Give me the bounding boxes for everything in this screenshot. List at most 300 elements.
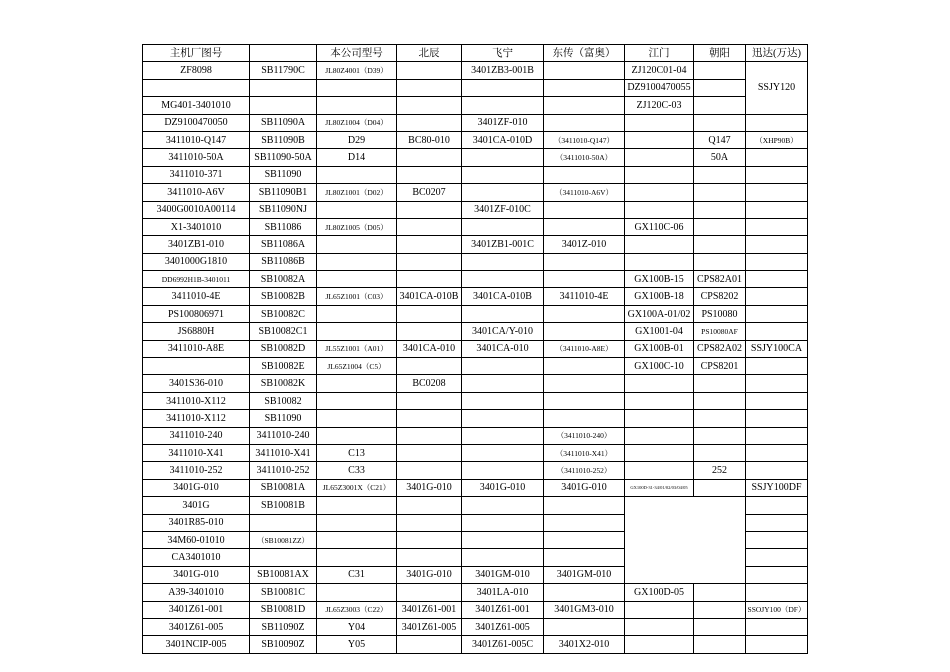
cell-company-sb-no: SB11090Z — [250, 618, 317, 635]
cell-beichen — [397, 392, 462, 409]
cell-jiangmen — [625, 618, 694, 635]
table-row — [143, 62, 808, 79]
cell-xunda: SSOJY100（DF） — [746, 601, 808, 618]
cell-company-sb-no: SB10082E — [250, 358, 317, 375]
cell-dongchuan — [544, 253, 625, 270]
cell-company-model — [317, 97, 397, 114]
cell-jiangmen: ZJ120C01-04 — [625, 62, 694, 79]
table-row — [143, 184, 808, 201]
cell-beichen — [397, 444, 462, 461]
cell-xunda — [746, 392, 808, 409]
cell-beichen — [397, 114, 462, 131]
cell-jiangmen: GX100D-31-34/01/02/03/04/05 — [625, 479, 694, 496]
cell-oem-part-no: 3411010-4E — [143, 288, 250, 305]
table-row — [143, 427, 808, 444]
cell-company-sb-no: SB10082B — [250, 288, 317, 305]
cell-feining: 3401ZF-010 — [462, 114, 544, 131]
cell-company-sb-no: SB11086B — [250, 253, 317, 270]
cell-chaoyang: 50A — [694, 149, 746, 166]
cell-dongchuan — [544, 392, 625, 409]
cell-company-sb-no: SB11086 — [250, 218, 317, 235]
cell-company-sb-no — [250, 549, 317, 566]
cell-beichen — [397, 79, 462, 96]
cell-dongchuan: 3401X2-010 — [544, 636, 625, 653]
table-row — [143, 305, 808, 322]
cell-feining — [462, 531, 544, 548]
table-row — [143, 236, 808, 253]
cell-company-model: JL80Z1001（D02） — [317, 184, 397, 201]
cell-oem-part-no: 3401Z61-005 — [143, 618, 250, 635]
cell-xunda — [746, 184, 808, 201]
cell-beichen — [397, 427, 462, 444]
cell-chaoyang: PS10080AF — [694, 323, 746, 340]
cell-company-sb-no — [250, 514, 317, 531]
cell-feining — [462, 79, 544, 96]
cell-oem-part-no: PS100806971 — [143, 305, 250, 322]
cell-oem-part-no: 34M60-01010 — [143, 531, 250, 548]
cell-beichen — [397, 584, 462, 601]
cell-oem-part-no — [143, 79, 250, 96]
cell-feining: 3401ZF-010C — [462, 201, 544, 218]
cell-oem-part-no: 3401G-010 — [143, 566, 250, 583]
cell-company-model: D14 — [317, 149, 397, 166]
cell-dongchuan — [544, 323, 625, 340]
cell-company-model: C31 — [317, 566, 397, 583]
cell-beichen — [397, 253, 462, 270]
cell-oem-part-no: 3401ZB1-010 — [143, 236, 250, 253]
header-company-model: 本公司型号 — [317, 45, 397, 62]
cell-beichen — [397, 166, 462, 183]
cell-jiangmen — [625, 184, 694, 201]
cell-xunda — [746, 201, 808, 218]
cell-dongchuan: 3411010-4E — [544, 288, 625, 305]
cell-company-model: JL80Z4001（D39） — [317, 62, 397, 79]
cell-jiangmen — [625, 253, 694, 270]
cell-feining: 3401CA-010B — [462, 288, 544, 305]
cell-jiangmen: DZ9100470055 — [625, 79, 694, 96]
cell-jiangmen — [625, 636, 694, 653]
cell-xunda — [746, 549, 808, 566]
cell-company-model — [317, 514, 397, 531]
cell-company-sb-no: SB10081C — [250, 584, 317, 601]
cell-beichen — [397, 62, 462, 79]
cell-oem-part-no: DZ9100470050 — [143, 114, 250, 131]
cell-chaoyang: CPS8202 — [694, 288, 746, 305]
cell-chaoyang — [694, 479, 746, 496]
table-row — [143, 114, 808, 131]
header-company-sb-no — [250, 45, 317, 62]
cell-company-sb-no: SB10081D — [250, 601, 317, 618]
cell-xunda: SSJY100DF — [746, 479, 808, 496]
cell-jiangmen — [625, 236, 694, 253]
cell-company-model: JL65Z3001X（C21） — [317, 479, 397, 496]
cell-chaoyang — [694, 618, 746, 635]
table-row — [143, 79, 808, 96]
cell-oem-part-no: 3401Z61-001 — [143, 601, 250, 618]
cell-feining: 3401GM-010 — [462, 566, 544, 583]
cell-chaoyang — [694, 184, 746, 201]
cell-chaoyang — [694, 410, 746, 427]
cell-feining: 3401Z61-005C — [462, 636, 544, 653]
cell-company-model: JL80Z1004（D04） — [317, 114, 397, 131]
parts-crossref-table — [142, 44, 808, 654]
cell-xunda — [746, 323, 808, 340]
cell-chaoyang — [694, 62, 746, 79]
cell-feining — [462, 166, 544, 183]
cell-company-model — [317, 305, 397, 322]
cell-company-model: C13 — [317, 444, 397, 461]
cell-company-model — [317, 392, 397, 409]
cell-oem-part-no: 3401NCIP-005 — [143, 636, 250, 653]
cell-oem-part-no: CA3401010 — [143, 549, 250, 566]
cell-chaoyang — [694, 166, 746, 183]
cell-xunda — [746, 636, 808, 653]
cell-dongchuan: 3401G-010 — [544, 479, 625, 496]
cell-xunda — [746, 166, 808, 183]
cell-oem-part-no: 3401G — [143, 497, 250, 514]
table-row — [143, 601, 808, 618]
cell-chaoyang — [694, 253, 746, 270]
cell-dongchuan — [544, 358, 625, 375]
cell-xunda — [746, 462, 808, 479]
cell-beichen: 3401G-010 — [397, 479, 462, 496]
cell-chaoyang — [694, 97, 746, 114]
cell-company-model — [317, 427, 397, 444]
cell-oem-part-no — [143, 358, 250, 375]
cell-feining — [462, 184, 544, 201]
cell-beichen — [397, 97, 462, 114]
cell-feining — [462, 218, 544, 235]
cell-jiangmen: GX100B-01 — [625, 340, 694, 357]
cell-feining — [462, 392, 544, 409]
cell-xunda: SSJY100CA — [746, 340, 808, 357]
cell-xunda — [746, 444, 808, 461]
cell-xunda — [746, 305, 808, 322]
cell-beichen — [397, 358, 462, 375]
cell-chaoyang — [694, 636, 746, 653]
cell-beichen: BC80-010 — [397, 131, 462, 148]
cell-oem-part-no: 3401R85-010 — [143, 514, 250, 531]
header-chaoyang: 朝阳 — [694, 45, 746, 62]
cell-company-model — [317, 236, 397, 253]
cell-xunda — [746, 427, 808, 444]
cell-dongchuan: （3411010-252） — [544, 462, 625, 479]
cell-xunda — [746, 375, 808, 392]
cell-dongchuan — [544, 166, 625, 183]
cell-feining: 3401CA-010 — [462, 340, 544, 357]
cell-company-model — [317, 166, 397, 183]
cell-oem-part-no: 3411010-X112 — [143, 410, 250, 427]
cell-chaoyang — [694, 114, 746, 131]
cell-feining — [462, 358, 544, 375]
cell-feining — [462, 253, 544, 270]
cell-beichen — [397, 497, 462, 514]
cell-xunda — [746, 497, 808, 514]
cell-oem-part-no: 3411010-X112 — [143, 392, 250, 409]
cell-jiangmen — [625, 114, 694, 131]
cell-company-sb-no: SB10081AX — [250, 566, 317, 583]
cell-company-sb-no — [250, 97, 317, 114]
cell-chaoyang: CPS82A01 — [694, 271, 746, 288]
cell-dongchuan — [544, 497, 625, 514]
cell-company-model: JL65Z1004（C5） — [317, 358, 397, 375]
table-row — [143, 149, 808, 166]
cell-beichen — [397, 410, 462, 427]
cell-company-sb-no: SB11090A — [250, 114, 317, 131]
cell-beichen: BC0207 — [397, 184, 462, 201]
cell-company-model — [317, 410, 397, 427]
cell-jiangmen — [625, 201, 694, 218]
cell-feining — [462, 305, 544, 322]
cell-beichen — [397, 462, 462, 479]
cell-oem-part-no: 3411010-A6V — [143, 184, 250, 201]
cell-xunda — [746, 618, 808, 635]
cell-company-sb-no: SB10082D — [250, 340, 317, 357]
cell-company-model — [317, 375, 397, 392]
cell-company-sb-no: 3411010-240 — [250, 427, 317, 444]
cell-oem-part-no: 3401G-010 — [143, 479, 250, 496]
cell-oem-part-no: 3411010-252 — [143, 462, 250, 479]
cell-beichen: 3401G-010 — [397, 566, 462, 583]
table-row — [143, 392, 808, 409]
cell-beichen: 3401Z61-001 — [397, 601, 462, 618]
cell-dongchuan: （3411010-A8E） — [544, 340, 625, 357]
cell-oem-part-no: DD6992H1B-3401011 — [143, 271, 250, 288]
cell-feining — [462, 462, 544, 479]
cell-company-sb-no: SB10082C — [250, 305, 317, 322]
cell-company-sb-no: SB10082A — [250, 271, 317, 288]
cell-company-model: C33 — [317, 462, 397, 479]
cell-chaoyang — [694, 201, 746, 218]
cell-oem-part-no: 3411010-50A — [143, 149, 250, 166]
cell-jiangmen — [625, 444, 694, 461]
header-xunda: 迅达(万达) — [746, 45, 808, 62]
cell-feining — [462, 549, 544, 566]
header-feining: 飞宁 — [462, 45, 544, 62]
cell-company-model — [317, 201, 397, 218]
cell-company-sb-no: SB10082K — [250, 375, 317, 392]
cell-dongchuan — [544, 584, 625, 601]
cell-oem-part-no: 3400G0010A00114 — [143, 201, 250, 218]
cell-xunda: （XHP90B） — [746, 131, 808, 148]
cell-feining: 3401CA/Y-010 — [462, 323, 544, 340]
cell-feining — [462, 97, 544, 114]
cell-dongchuan — [544, 305, 625, 322]
cell-feining: 3401Z61-005 — [462, 618, 544, 635]
cell-company-model: Y04 — [317, 618, 397, 635]
cell-company-model — [317, 497, 397, 514]
cell-company-sb-no — [250, 79, 317, 96]
cell-beichen — [397, 218, 462, 235]
cell-beichen: 3401CA-010B — [397, 288, 462, 305]
cell-company-sb-no: SB11090B — [250, 131, 317, 148]
cell-company-model: D29 — [317, 131, 397, 148]
table-row — [143, 375, 808, 392]
cell-company-model: JL80Z1005（D05） — [317, 218, 397, 235]
cell-dongchuan: （3411010-240） — [544, 427, 625, 444]
cell-dongchuan — [544, 375, 625, 392]
cell-dongchuan — [544, 97, 625, 114]
cell-chaoyang — [694, 427, 746, 444]
cell-dongchuan: （3411010-X41） — [544, 444, 625, 461]
cell-chaoyang — [694, 392, 746, 409]
cell-beichen: 3401CA-010 — [397, 340, 462, 357]
cell-chaoyang: CPS8201 — [694, 358, 746, 375]
cell-oem-part-no: 3411010-371 — [143, 166, 250, 183]
cell-dongchuan — [544, 271, 625, 288]
cell-xunda — [746, 149, 808, 166]
cell-jiangmen — [625, 149, 694, 166]
table-row — [143, 497, 808, 514]
cell-company-model — [317, 531, 397, 548]
merged-block — [625, 497, 746, 584]
cell-feining — [462, 375, 544, 392]
cell-company-model — [317, 271, 397, 288]
table-row — [143, 218, 808, 235]
cell-chaoyang — [694, 218, 746, 235]
cell-feining — [462, 497, 544, 514]
cell-oem-part-no: 3411010-Q147 — [143, 131, 250, 148]
cell-jiangmen — [625, 392, 694, 409]
cell-company-sb-no: SB10081B — [250, 497, 317, 514]
table-row — [143, 444, 808, 461]
cell-jiangmen: GX100D-05 — [625, 584, 694, 601]
header-beichen: 北辰 — [397, 45, 462, 62]
cell-beichen — [397, 636, 462, 653]
cell-dongchuan — [544, 218, 625, 235]
cell-dongchuan: （3411010-50A） — [544, 149, 625, 166]
cell-oem-part-no: MG401-3401010 — [143, 97, 250, 114]
table-row — [143, 584, 808, 601]
cell-xunda — [746, 514, 808, 531]
cell-jiangmen — [625, 375, 694, 392]
cell-feining — [462, 271, 544, 288]
cell-jiangmen — [625, 462, 694, 479]
cell-xunda — [746, 253, 808, 270]
cell-company-model — [317, 323, 397, 340]
cell-company-sb-no: （SB10081ZZ） — [250, 531, 317, 548]
cell-company-model — [317, 79, 397, 96]
cell-company-model — [317, 584, 397, 601]
cell-feining: 3401G-010 — [462, 479, 544, 496]
table-row — [143, 410, 808, 427]
cell-feining — [462, 514, 544, 531]
cell-beichen — [397, 201, 462, 218]
cell-company-sb-no: SB10090Z — [250, 636, 317, 653]
cell-company-sb-no: SB11090-50A — [250, 149, 317, 166]
cell-company-sb-no: SB11090 — [250, 410, 317, 427]
cell-oem-part-no: 3401000G1810 — [143, 253, 250, 270]
cell-chaoyang — [694, 79, 746, 96]
cell-oem-part-no: A39-3401010 — [143, 584, 250, 601]
cell-company-sb-no: SB10082C1 — [250, 323, 317, 340]
cell-oem-part-no: 3411010-A8E — [143, 340, 250, 357]
cell-chaoyang — [694, 375, 746, 392]
cell-xunda — [746, 566, 808, 583]
cell-chaoyang: Q147 — [694, 131, 746, 148]
cell-company-sb-no: 3411010-252 — [250, 462, 317, 479]
cell-dongchuan — [544, 618, 625, 635]
cell-company-model: JL65Z3003（C22） — [317, 601, 397, 618]
header-dongchuan: 东传（富奥） — [544, 45, 625, 62]
cell-company-sb-no: 3411010-X41 — [250, 444, 317, 461]
cell-jiangmen — [625, 427, 694, 444]
cell-dongchuan — [544, 114, 625, 131]
cell-dongchuan — [544, 549, 625, 566]
table-row — [143, 358, 808, 375]
cell-chaoyang: PS10080 — [694, 305, 746, 322]
cell-jiangmen: ZJ120C-03 — [625, 97, 694, 114]
cell-dongchuan — [544, 79, 625, 96]
cell-feining — [462, 410, 544, 427]
cell-oem-part-no: 3411010-X41 — [143, 444, 250, 461]
cell-feining: 3401ZB1-001C — [462, 236, 544, 253]
cell-chaoyang — [694, 601, 746, 618]
cell-chaoyang: CPS82A02 — [694, 340, 746, 357]
cell-beichen: 3401Z61-005 — [397, 618, 462, 635]
table-row — [143, 97, 808, 114]
cell-dongchuan: 3401GM-010 — [544, 566, 625, 583]
cell-company-sb-no: SB11090B1 — [250, 184, 317, 201]
table-row — [143, 618, 808, 635]
cell-feining: 3401LA-010 — [462, 584, 544, 601]
cell-company-model: Y05 — [317, 636, 397, 653]
cell-oem-part-no: 3411010-240 — [143, 427, 250, 444]
cell-xunda — [746, 218, 808, 235]
cell-company-model: JL55Z1001（A01） — [317, 340, 397, 357]
cell-feining: 3401ZB3-001B — [462, 62, 544, 79]
table-row — [143, 340, 808, 357]
cell-jiangmen — [625, 131, 694, 148]
cell-beichen: BC0208 — [397, 375, 462, 392]
header-oem-part-no: 主机厂图号 — [143, 45, 250, 62]
cell-xunda — [746, 584, 808, 601]
cell-beichen — [397, 549, 462, 566]
cell-feining — [462, 444, 544, 461]
cell-feining — [462, 149, 544, 166]
table-row — [143, 462, 808, 479]
header-jiangmen: 江门 — [625, 45, 694, 62]
cell-beichen — [397, 271, 462, 288]
cell-xunda — [746, 236, 808, 253]
cell-jiangmen — [625, 166, 694, 183]
cell-dongchuan — [544, 514, 625, 531]
cell-jiangmen: GX100B-18 — [625, 288, 694, 305]
cell-company-model: JL65Z1001（C03） — [317, 288, 397, 305]
cell-feining — [462, 427, 544, 444]
cell-oem-part-no: X1-3401010 — [143, 218, 250, 235]
cell-feining: 3401Z61-001 — [462, 601, 544, 618]
cell-company-sb-no: SB10082 — [250, 392, 317, 409]
cell-jiangmen: GX100A-01/02 — [625, 305, 694, 322]
table-row — [143, 131, 808, 148]
cell-feining: 3401CA-010D — [462, 131, 544, 148]
cell-jiangmen: GX1001-04 — [625, 323, 694, 340]
cell-xunda: SSJY120 — [746, 62, 808, 114]
cell-jiangmen — [625, 601, 694, 618]
cell-dongchuan: 3401GM3-010 — [544, 601, 625, 618]
cell-jiangmen: GX110C-06 — [625, 218, 694, 235]
cell-chaoyang — [694, 444, 746, 461]
cell-company-sb-no: SB11090NJ — [250, 201, 317, 218]
table-row — [143, 636, 808, 653]
cell-beichen — [397, 236, 462, 253]
cell-xunda — [746, 114, 808, 131]
cell-company-sb-no: SB11086A — [250, 236, 317, 253]
cell-jiangmen: GX100C-10 — [625, 358, 694, 375]
cell-dongchuan: （3411010-Q147） — [544, 131, 625, 148]
cell-dongchuan: 3401Z-010 — [544, 236, 625, 253]
